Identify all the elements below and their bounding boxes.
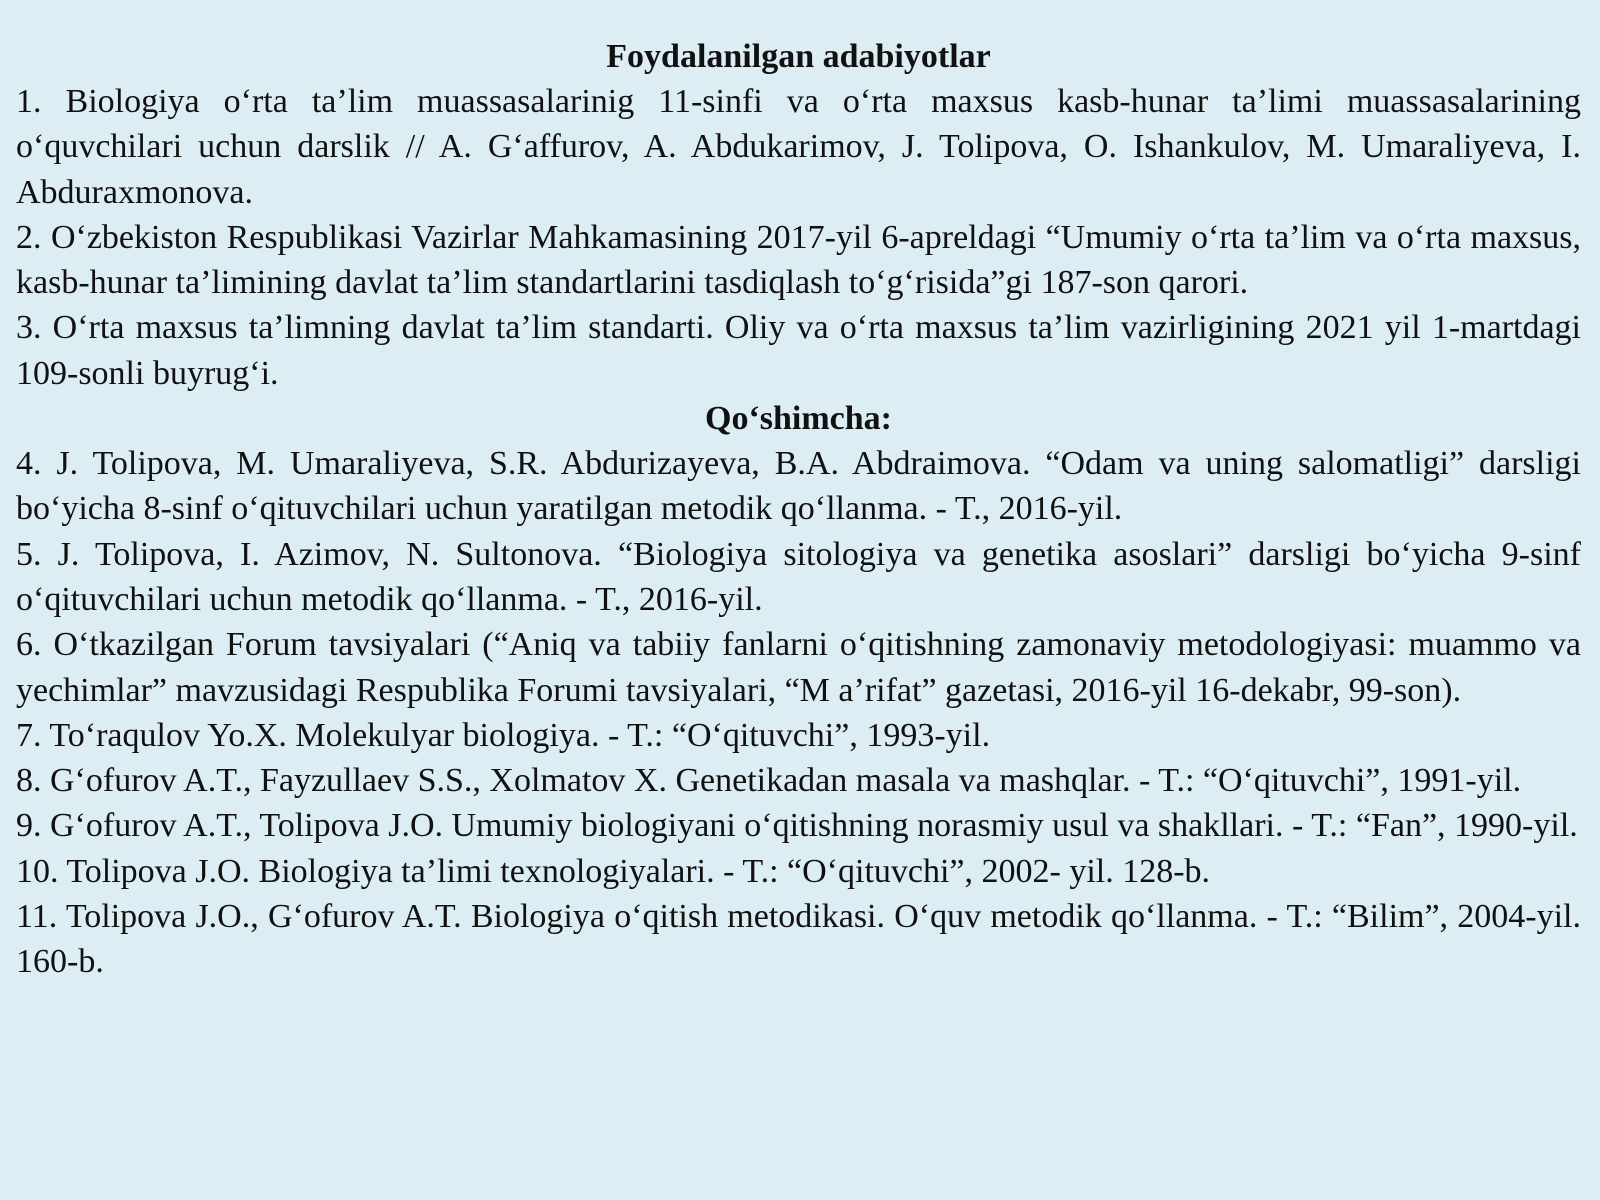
reference-item-4: 4. J. Tolipova, M. Umaraliyeva, S.R. Abdurizayeva, B.A. Abdraimova. “Odam va uning salomatligi” darsligi bo‘yicha 8-sinf o‘qituvchilari uchun yaratilgan metodik qo‘llanma. - T., 2016-yil.: [16, 445, 1581, 528]
reference-item-7: 7. To‘raqulov Yo.X. Molekulyar biologiya. - T.: “O‘qituvchi”, 1993-yil.: [16, 716, 991, 754]
reference-item-11: 11. Tolipova J.O., G‘ofurov A.T. Biologiya o‘qitish metodikasi. O‘quv metodik qo‘llanma. - T.: “Bilim”, 2004-yil. 160-b.: [16, 898, 1581, 981]
reference-item-9: 9. G‘ofurov A.T., Tolipova J.O. Umumiy biologiyani o‘qitishning norasmiy usul va shakllari. - T.: “Fan”, 1990-yil.: [16, 807, 1578, 845]
references-page: [16, 34, 1581, 985]
reference-item-2: 2. O‘zbekiston Respublikasi Vazirlar Mahkamasining 2017-yil 6-apreldagi “Umumiy o‘rta ta’lim va o‘rta maxsus, kasb-hunar ta’limining davlat ta’lim standartlarini tasdiqlash to‘g‘risida”gi 187-son qarori.: [16, 218, 1581, 302]
reference-item-8: 8. G‘ofurov A.T., Fayzullaev S.S., Xolmatov X. Genetikadan masala va mashqlar. - T.: “O‘qituvchi”, 1991-yil.: [16, 762, 1522, 800]
reference-item-10: 10. Tolipova J.O. Biologiya ta’limi texnologiyalari. - T.: “O‘qituvchi”, 2002- yil. 128-b.: [16, 852, 1211, 890]
reference-item-6: 6. O‘tkazilgan Forum tavsiyalari (“Aniq va tabiiy fanlarni o‘qitishning zamonaviy metodologiyasi: muammo va yechimlar” mavzusidagi Respublika Forumi tavsiyalari, “M a’rifat” gazetasi, 2016-yil 16-dekabr, 99-son).: [16, 626, 1581, 709]
reference-item-5: 5. J. Tolipova, I. Azimov, N. Sultonova. “Biologiya sitologiya va genetika asoslari” darsligi bo‘yicha 9-sinf o‘qituvchilari uchun metodik qo‘llanma. - T., 2016-yil.: [16, 535, 1581, 618]
reference-item-1: 1. Biologiya o‘rta ta’lim muassasalarinig 11-sinfi va o‘rta maxsus kasb-hunar ta’limi muassasalarining o‘quvchilari uchun darslik // A. G‘affurov, A. Abdukarimov, J. Tolipova, O. Ishankulov, M. Umaraliyeva, I. Abduraxmonova.: [16, 83, 1581, 211]
reference-item-3: 3. O‘rta maxsus ta’limning davlat ta’lim standarti. Oliy va o‘rta maxsus ta’lim vazirligining 2021 yil 1-martdagi 109-sonli buyrug‘i.: [16, 309, 1581, 392]
additional-section-title: Qo‘shimcha:: [705, 400, 892, 438]
page-title: Foydalanilgan adabiyotlar: [606, 38, 991, 75]
